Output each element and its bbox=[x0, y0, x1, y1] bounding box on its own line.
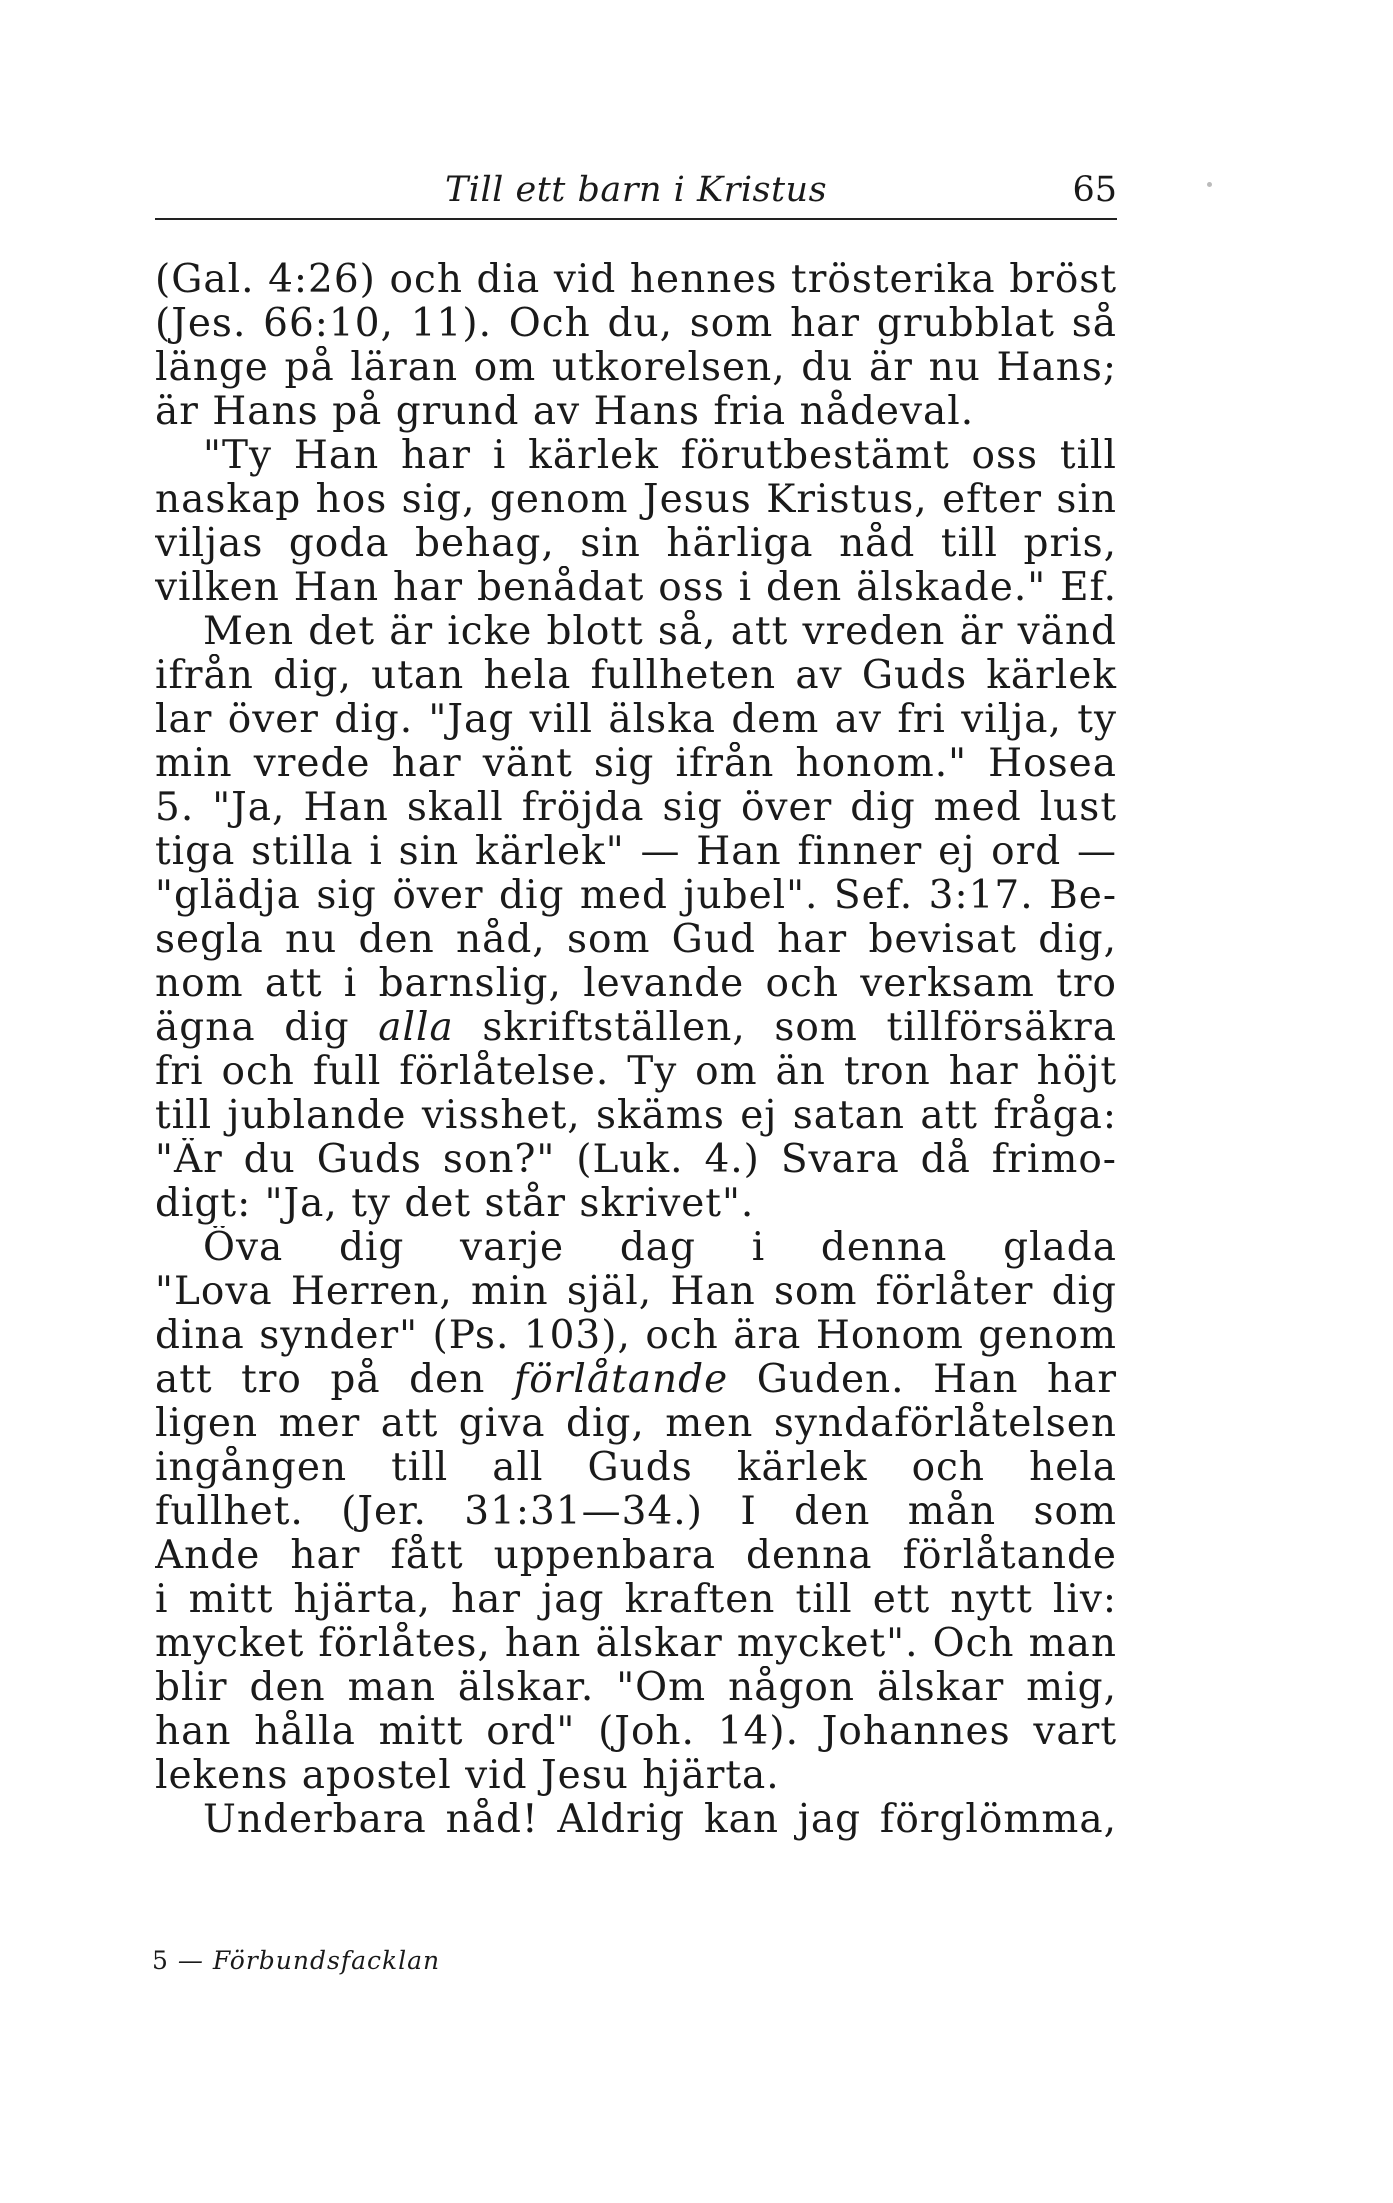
text-line: Underbara nåd! Aldrig kan jag förglömma, bbox=[203, 1798, 1117, 1842]
text-line: "Lova Herren, min själ, Han som förlåter dig bbox=[155, 1270, 1117, 1314]
text-line: till jublande visshet, skäms ej satan att fråga: bbox=[155, 1094, 1117, 1138]
text-line: är Hans på grund av Hans fria nådeval. bbox=[155, 389, 975, 434]
body-text bbox=[155, 258, 1117, 1842]
text-line: mycket förlåtes, han älskar mycket". Och man bbox=[155, 1622, 1117, 1666]
text-line: tiga stilla i sin kärlek" — Han finner ej ord — bbox=[155, 830, 1117, 874]
text-line bbox=[155, 1358, 1117, 1402]
text-line: ligen mer att giva dig, men syndaförlåtelsen bbox=[155, 1402, 1117, 1446]
text-line: ifrån dig, utan hela fullheten av Guds kärlek bbox=[155, 654, 1117, 698]
text-line: dina synder" (Ps. 103), och ära Honom genom bbox=[155, 1314, 1117, 1358]
text-line: fri och full förlåtelse. Ty om än tron har höjt bbox=[155, 1050, 1117, 1094]
print-speck bbox=[1207, 182, 1212, 187]
text-line: segla nu den nåd, som Gud har bevisat dig, bbox=[155, 918, 1117, 962]
text-line: "Ty Han har i kärlek förutbestämt oss till bbox=[203, 434, 1117, 478]
text-line: nom att i barnslig, levande och verksam tro bbox=[155, 962, 1117, 1006]
text-line: Men det är icke blott så, att vreden är vänd bbox=[203, 610, 1117, 654]
signature-number: 5 bbox=[152, 1946, 169, 1975]
text-line: (Gal. 4:26) och dia vid hennes trösterika bröst bbox=[155, 258, 1117, 302]
text-line: lekens apostel vid Jesu hjärta. bbox=[155, 1753, 780, 1798]
running-title: Till ett barn i Kristus bbox=[444, 170, 828, 210]
text-line: viljas goda behag, sin härliga nåd till pris, bbox=[155, 522, 1117, 566]
text-segment: skriftställen, som tillförsäkra bbox=[482, 1006, 1117, 1050]
text-line: blir den man älskar. "Om någon älskar mig, bbox=[155, 1666, 1117, 1710]
text-line: min vrede har vänt sig ifrån honom." Hosea bbox=[155, 742, 1117, 786]
emphasized-word: alla bbox=[378, 1006, 454, 1050]
running-header bbox=[155, 160, 1117, 220]
text-line: vilken Han har benådat oss i den älskade." Ef. bbox=[155, 566, 1117, 610]
text-segment: ägna dig bbox=[155, 1006, 379, 1050]
text-line: i mitt hjärta, har jag kraften till ett nytt liv: bbox=[155, 1578, 1117, 1622]
signature-dash: — bbox=[177, 1946, 204, 1975]
text-line: lar över dig. "Jag vill älska dem av fri vilja, ty bbox=[155, 698, 1117, 742]
signature-mark bbox=[152, 1946, 440, 1975]
emphasized-word: förlåtande bbox=[513, 1358, 729, 1402]
text-line: "Är du Guds son?" (Luk. 4.) Svara då frimo- bbox=[155, 1138, 1117, 1182]
text-line: digt: "Ja, ty det står skrivet". bbox=[155, 1181, 755, 1226]
text-line: (Jes. 66:10, 11). Och du, som har grubblat så bbox=[155, 302, 1117, 346]
text-line: "glädja sig över dig med jubel". Sef. 3:17. Be- bbox=[155, 874, 1117, 918]
text-line: 5. "Ja, Han skall fröjda sig över dig med lust bbox=[155, 786, 1117, 830]
text-segment: att tro på den bbox=[155, 1358, 514, 1402]
text-line: naskap hos sig, genom Jesus Kristus, efter sin bbox=[155, 478, 1117, 522]
header-rule bbox=[155, 218, 1117, 220]
publication-name: Förbundsfacklan bbox=[212, 1946, 441, 1975]
text-line: han hålla mitt ord" (Joh. 14). Johannes vart bbox=[155, 1710, 1117, 1754]
text-line: Ande har fått uppenbara denna förlåtande bbox=[155, 1534, 1117, 1578]
page-number: 65 bbox=[1072, 170, 1117, 210]
text-line bbox=[155, 1006, 1117, 1050]
text-segment: Guden. Han har bbox=[756, 1358, 1117, 1402]
text-line: fullhet. (Jer. 31:31—34.) I den mån som bbox=[155, 1490, 1117, 1534]
text-line: Öva dig varje dag i denna glada bbox=[203, 1226, 1117, 1270]
text-line: ingången till all Guds kärlek och hela bbox=[155, 1446, 1117, 1490]
text-line: länge på läran om utkorelsen, du är nu Hans; bbox=[155, 346, 1117, 390]
